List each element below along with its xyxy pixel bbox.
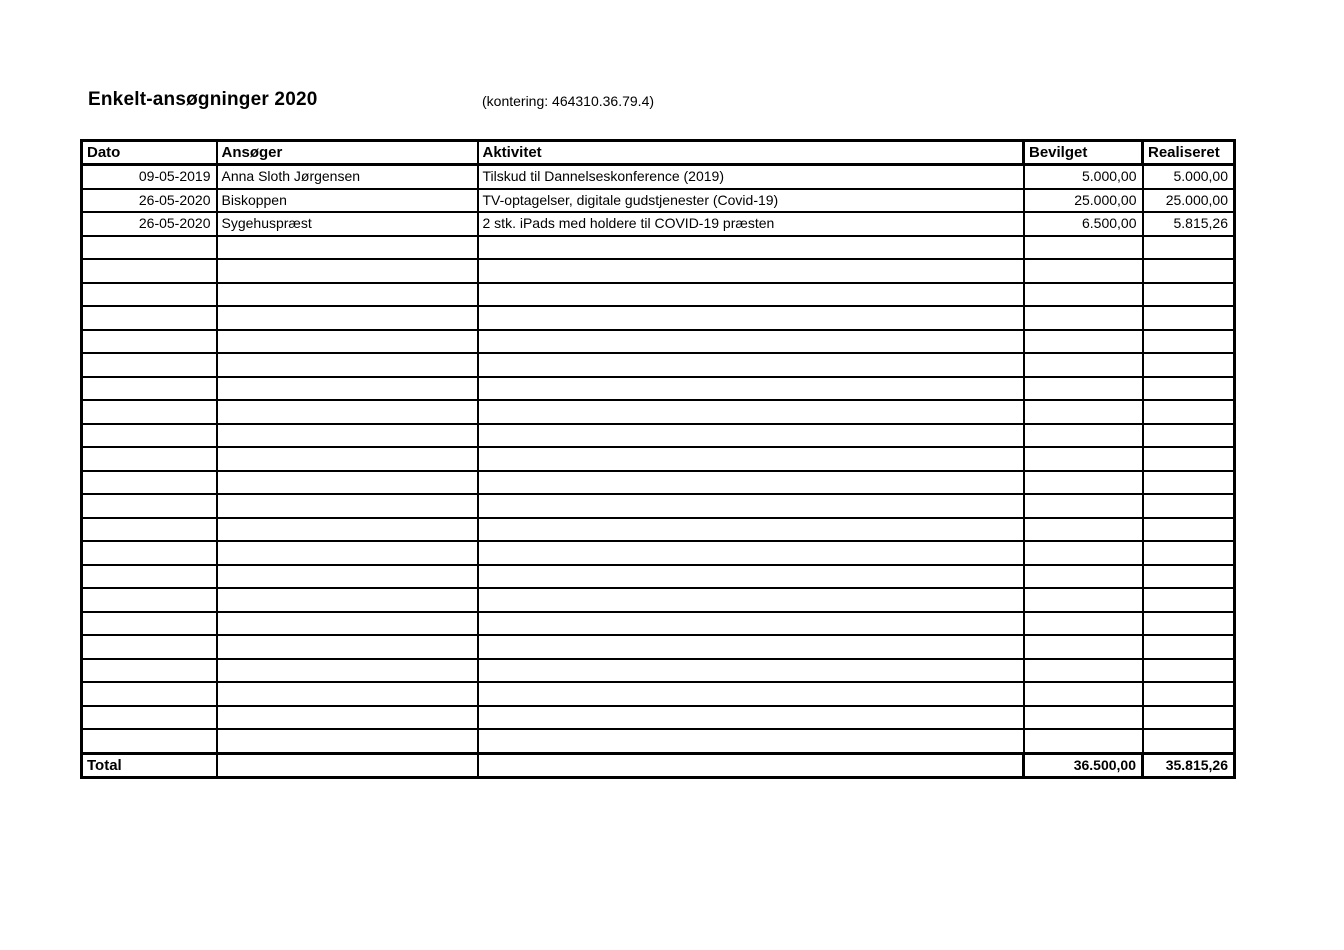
total-realiseret: 35.815,26 bbox=[1143, 753, 1235, 777]
empty-cell bbox=[1143, 330, 1235, 354]
empty-cell bbox=[1024, 259, 1143, 283]
cell-aktivitet: Tilskud til Dannelseskonference (2019) bbox=[478, 165, 1024, 189]
header-bevilget: Bevilget bbox=[1024, 141, 1143, 165]
empty-cell bbox=[217, 353, 478, 377]
header-realiseret: Realiseret bbox=[1143, 141, 1235, 165]
empty-cell bbox=[217, 377, 478, 401]
empty-cell bbox=[217, 706, 478, 730]
empty-cell bbox=[478, 259, 1024, 283]
empty-cell bbox=[82, 494, 217, 518]
empty-cell bbox=[478, 447, 1024, 471]
empty-cell bbox=[478, 494, 1024, 518]
empty-cell bbox=[217, 565, 478, 589]
empty-cell bbox=[1143, 471, 1235, 495]
empty-row bbox=[82, 306, 1235, 330]
empty-cell bbox=[82, 400, 217, 424]
table-body bbox=[82, 165, 1235, 754]
empty-cell bbox=[82, 635, 217, 659]
empty-cell bbox=[1024, 400, 1143, 424]
empty-cell bbox=[1143, 377, 1235, 401]
empty-cell bbox=[82, 518, 217, 542]
empty-cell bbox=[1143, 729, 1235, 753]
empty-cell bbox=[82, 236, 217, 260]
empty-cell bbox=[217, 447, 478, 471]
empty-cell bbox=[217, 588, 478, 612]
empty-cell bbox=[1024, 518, 1143, 542]
empty-cell bbox=[217, 682, 478, 706]
empty-cell bbox=[82, 565, 217, 589]
table-header bbox=[82, 141, 1235, 165]
empty-cell bbox=[1024, 377, 1143, 401]
empty-row bbox=[82, 353, 1235, 377]
empty-cell bbox=[82, 353, 217, 377]
empty-cell bbox=[82, 471, 217, 495]
empty-cell bbox=[1024, 588, 1143, 612]
empty-cell bbox=[217, 494, 478, 518]
empty-cell bbox=[1024, 729, 1143, 753]
empty-cell bbox=[82, 659, 217, 683]
empty-row bbox=[82, 729, 1235, 753]
cell-realiseret: 5.000,00 bbox=[1143, 165, 1235, 189]
empty-cell bbox=[478, 706, 1024, 730]
empty-cell bbox=[1143, 424, 1235, 448]
empty-cell bbox=[82, 259, 217, 283]
table-row bbox=[82, 189, 1235, 213]
empty-cell bbox=[1024, 659, 1143, 683]
empty-cell bbox=[478, 306, 1024, 330]
empty-row bbox=[82, 400, 1235, 424]
empty-cell bbox=[82, 283, 217, 307]
total-spacer-aktivitet bbox=[478, 753, 1024, 777]
empty-cell bbox=[82, 330, 217, 354]
empty-cell bbox=[217, 471, 478, 495]
table-footer bbox=[82, 753, 1235, 777]
empty-row bbox=[82, 659, 1235, 683]
table-row bbox=[82, 212, 1235, 236]
empty-cell bbox=[217, 729, 478, 753]
cell-ansoger: Biskoppen bbox=[217, 189, 478, 213]
empty-row bbox=[82, 706, 1235, 730]
empty-cell bbox=[217, 424, 478, 448]
empty-cell bbox=[1143, 494, 1235, 518]
cell-bevilget: 6.500,00 bbox=[1024, 212, 1143, 236]
empty-cell bbox=[478, 635, 1024, 659]
empty-cell bbox=[1143, 635, 1235, 659]
empty-cell bbox=[82, 377, 217, 401]
empty-row bbox=[82, 283, 1235, 307]
empty-row bbox=[82, 612, 1235, 636]
empty-cell bbox=[1024, 471, 1143, 495]
empty-cell bbox=[1024, 330, 1143, 354]
empty-row bbox=[82, 588, 1235, 612]
empty-cell bbox=[217, 659, 478, 683]
empty-cell bbox=[1143, 283, 1235, 307]
cell-realiseret: 5.815,26 bbox=[1143, 212, 1235, 236]
cell-aktivitet: TV-optagelser, digitale gudstjenester (Covid-19) bbox=[478, 189, 1024, 213]
empty-cell bbox=[1143, 259, 1235, 283]
empty-cell bbox=[1024, 306, 1143, 330]
cell-ansoger: Anna Sloth Jørgensen bbox=[217, 165, 478, 189]
empty-row bbox=[82, 541, 1235, 565]
applications-table bbox=[80, 139, 1236, 779]
empty-cell bbox=[1024, 565, 1143, 589]
empty-cell bbox=[478, 471, 1024, 495]
empty-cell bbox=[82, 729, 217, 753]
cell-dato: 09-05-2019 bbox=[82, 165, 217, 189]
table-row bbox=[82, 165, 1235, 189]
empty-cell bbox=[1143, 306, 1235, 330]
empty-cell bbox=[478, 236, 1024, 260]
empty-cell bbox=[478, 377, 1024, 401]
total-bevilget: 36.500,00 bbox=[1024, 753, 1143, 777]
empty-cell bbox=[1143, 541, 1235, 565]
empty-row bbox=[82, 330, 1235, 354]
empty-cell bbox=[217, 259, 478, 283]
empty-cell bbox=[478, 283, 1024, 307]
empty-row bbox=[82, 377, 1235, 401]
empty-cell bbox=[478, 353, 1024, 377]
empty-cell bbox=[1143, 236, 1235, 260]
cell-realiseret: 25.000,00 bbox=[1143, 189, 1235, 213]
empty-cell bbox=[1024, 236, 1143, 260]
empty-cell bbox=[82, 588, 217, 612]
empty-cell bbox=[1143, 518, 1235, 542]
kontering-note: (kontering: 464310.36.79.4) bbox=[482, 93, 655, 109]
empty-cell bbox=[1143, 447, 1235, 471]
cell-dato: 26-05-2020 bbox=[82, 212, 217, 236]
empty-cell bbox=[1143, 682, 1235, 706]
empty-cell bbox=[217, 518, 478, 542]
empty-cell bbox=[478, 400, 1024, 424]
empty-cell bbox=[217, 635, 478, 659]
empty-cell bbox=[82, 682, 217, 706]
total-row bbox=[82, 753, 1235, 777]
cell-bevilget: 5.000,00 bbox=[1024, 165, 1143, 189]
empty-cell bbox=[82, 306, 217, 330]
cell-aktivitet: 2 stk. iPads med holdere til COVID-19 præsten bbox=[478, 212, 1024, 236]
empty-cell bbox=[1143, 353, 1235, 377]
cell-ansoger: Sygehuspræst bbox=[217, 212, 478, 236]
empty-cell bbox=[1143, 588, 1235, 612]
empty-row bbox=[82, 471, 1235, 495]
header-row bbox=[82, 141, 1235, 165]
cell-bevilget: 25.000,00 bbox=[1024, 189, 1143, 213]
empty-cell bbox=[217, 400, 478, 424]
empty-cell bbox=[478, 682, 1024, 706]
empty-cell bbox=[478, 659, 1024, 683]
empty-cell bbox=[1024, 424, 1143, 448]
empty-cell bbox=[1024, 706, 1143, 730]
empty-cell bbox=[82, 447, 217, 471]
empty-cell bbox=[217, 330, 478, 354]
header-aktivitet: Aktivitet bbox=[478, 141, 1024, 165]
empty-cell bbox=[478, 330, 1024, 354]
empty-cell bbox=[217, 612, 478, 636]
empty-cell bbox=[1024, 541, 1143, 565]
empty-cell bbox=[1143, 400, 1235, 424]
empty-cell bbox=[1024, 682, 1143, 706]
total-spacer-ansoger bbox=[217, 753, 478, 777]
empty-cell bbox=[1143, 565, 1235, 589]
empty-cell bbox=[82, 706, 217, 730]
empty-row bbox=[82, 682, 1235, 706]
empty-row bbox=[82, 565, 1235, 589]
empty-cell bbox=[1024, 494, 1143, 518]
empty-cell bbox=[1143, 659, 1235, 683]
empty-row bbox=[82, 518, 1235, 542]
empty-row bbox=[82, 447, 1235, 471]
empty-cell bbox=[217, 541, 478, 565]
empty-row bbox=[82, 635, 1235, 659]
empty-cell bbox=[1024, 447, 1143, 471]
empty-cell bbox=[1024, 635, 1143, 659]
empty-cell bbox=[478, 424, 1024, 448]
empty-cell bbox=[478, 565, 1024, 589]
empty-cell bbox=[478, 541, 1024, 565]
empty-cell bbox=[478, 518, 1024, 542]
empty-cell bbox=[478, 612, 1024, 636]
cell-dato: 26-05-2020 bbox=[82, 189, 217, 213]
empty-cell bbox=[1143, 706, 1235, 730]
empty-row bbox=[82, 259, 1235, 283]
header-dato: Dato bbox=[82, 141, 217, 165]
empty-cell bbox=[478, 729, 1024, 753]
empty-row bbox=[82, 236, 1235, 260]
empty-row bbox=[82, 494, 1235, 518]
empty-cell bbox=[82, 424, 217, 448]
empty-cell bbox=[217, 283, 478, 307]
empty-cell bbox=[217, 236, 478, 260]
empty-cell bbox=[478, 588, 1024, 612]
empty-cell bbox=[217, 306, 478, 330]
empty-cell bbox=[1143, 612, 1235, 636]
empty-cell bbox=[1024, 353, 1143, 377]
total-label: Total bbox=[82, 753, 217, 777]
empty-cell bbox=[1024, 612, 1143, 636]
empty-cell bbox=[82, 612, 217, 636]
empty-row bbox=[82, 424, 1235, 448]
empty-cell bbox=[82, 541, 217, 565]
page-title: Enkelt-ansøgninger 2020 bbox=[88, 89, 318, 110]
empty-cell bbox=[1024, 283, 1143, 307]
header-ansoger: Ansøger bbox=[217, 141, 478, 165]
